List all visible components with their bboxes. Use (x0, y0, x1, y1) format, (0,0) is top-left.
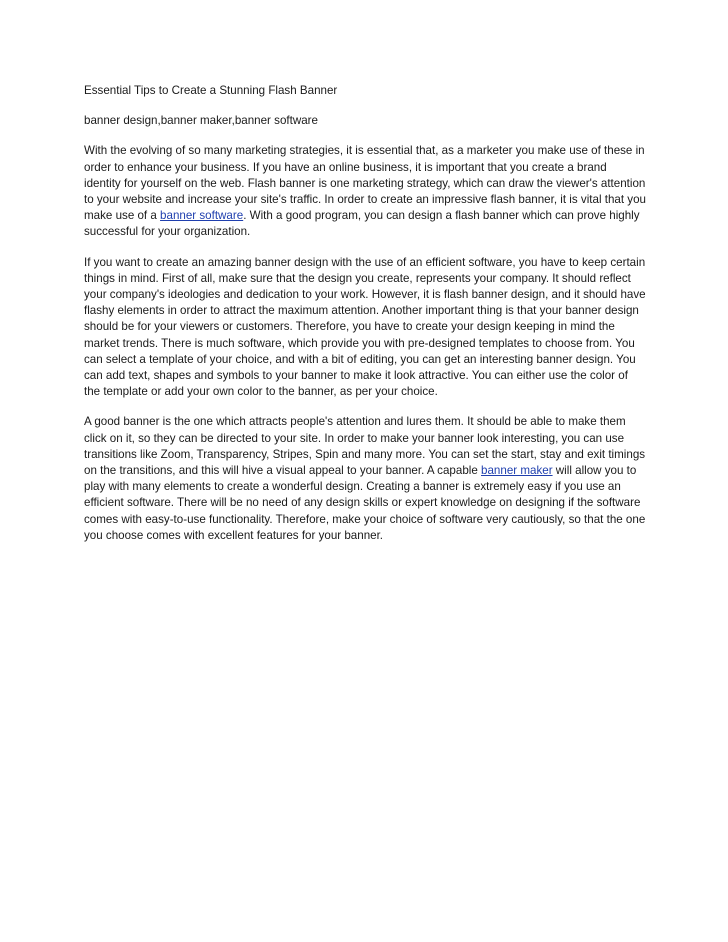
document-page (84, 83, 646, 558)
document-title: Essential Tips to Create a Stunning Flash Banner (84, 84, 338, 97)
keywords-line: banner design,banner maker,banner software (84, 114, 318, 128)
paragraph-2: If you want to create an amazing banner design with the use of an efficient software, you have to keep certain things in mind. First of all, make sure that the design you create, represents your company. It should reflect your company's ideologies and dedication to your work. However, it is flash banner design, and it should have flashy elements in order to attract the maximum attention. Another important thing is that your banner design should be for your viewers or customers. Therefore, you have to create your design keeping in mind the market trends. There is much software, which provide you with pre-designed templates to choose from. You can select a template of your choice, and with a bit of editing, you can get an interesting banner design. You can add text, shapes and symbols to your banner to make it look attractive. You can either use the color of the template or add your own color to the banner, as per your choice. (84, 255, 646, 399)
banner-maker-link[interactable]: banner maker (481, 464, 553, 478)
paragraph-3 (84, 414, 646, 544)
banner-software-link[interactable]: banner software (160, 209, 244, 223)
paragraph-3-text-start: A good banner is the one which attracts people's attention and lures them. It should be able to make them click on it, so they can be directed to your site. In order to make your banner look interesting, you can use transitions like Zoom, Transparency, Stripes, Spin and many more. You can set the start, stay and exit timings on the transitions, and this will hive a visual appeal to your banner. A capable (84, 415, 646, 478)
paragraph-3-text-end: will allow you to play with many elements to create a wonderful design. Creating a banner is extremely easy if you use an efficient software. There will be no need of any design skills or expert knowledge on designing if the software comes with easy-to-use functionality. Therefore, make your choice of software very cautiously, so that the one you choose comes with excellent features for your banner. (84, 464, 646, 542)
paragraph-1-text-end: . With a good program, you can design a flash banner which can prove highly successful for your organization. (84, 209, 640, 239)
paragraph-1 (84, 143, 646, 240)
paragraph-1-text-start: With the evolving of so many marketing strategies, it is essential that, as a marketer you make use of these in order to enhance your business. If you have an online business, it is important that you create a brand identity for yourself on the web. Flash banner is one marketing strategy, which can draw the viewer's attention to your website and increase your site's traffic. In order to create an impressive flash banner, it is vital that you make use of a (84, 144, 646, 223)
